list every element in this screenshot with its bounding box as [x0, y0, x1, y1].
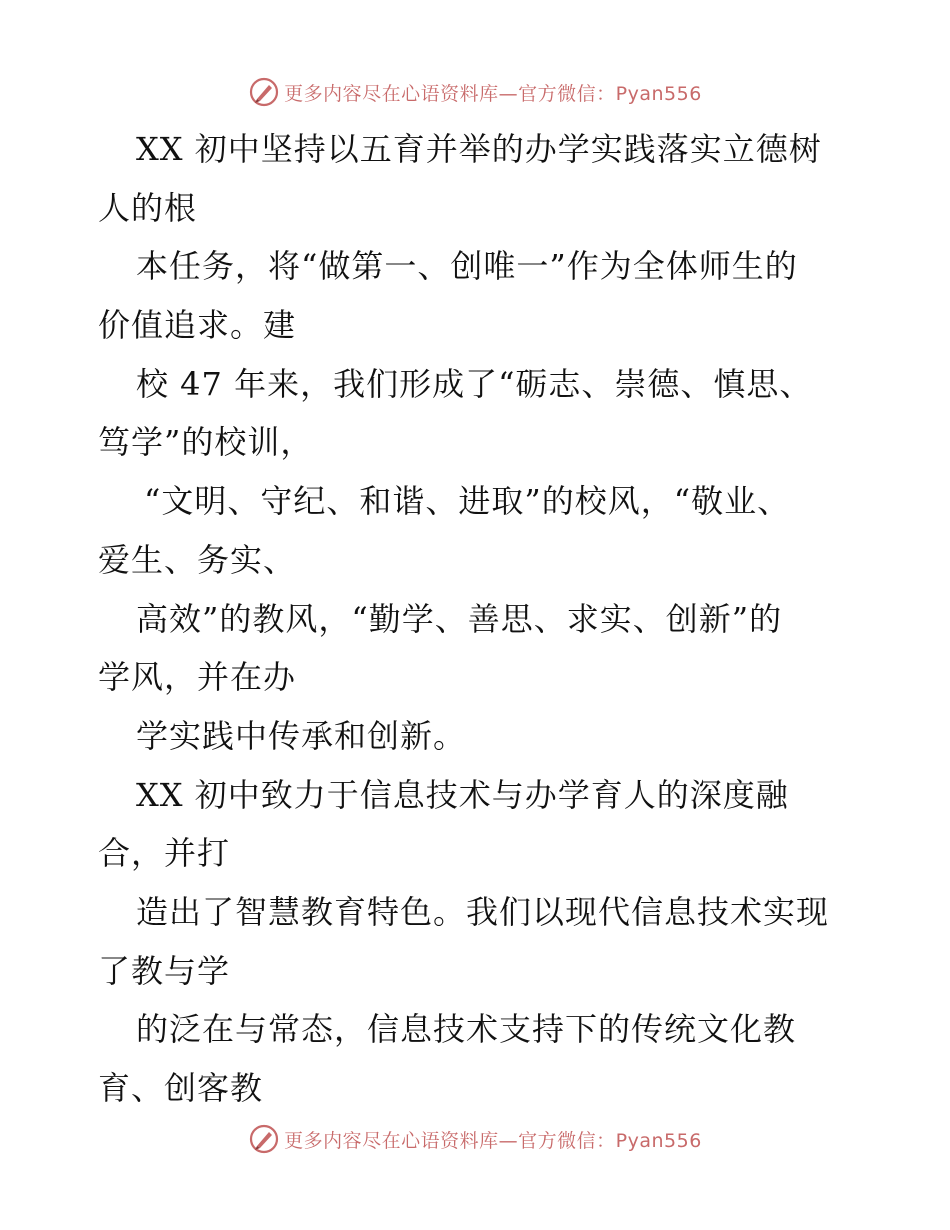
- text-line: 高效”的教风，“勤学、善思、求实、创新”的: [136, 599, 783, 638]
- text-line: 的泛在与常态，信息技术支持下的传统文化教: [136, 1010, 797, 1049]
- text-line: 造出了智慧教育特色。我们以现代信息技术实现: [136, 892, 830, 931]
- text-line: 育、创客教: [98, 1069, 264, 1107]
- text-line: 了教与学: [98, 951, 231, 990]
- text-line: “文明、守纪、和谐、进取”的校风，“敬业、: [144, 482, 791, 521]
- text-line: 学风，并在办: [98, 658, 297, 697]
- footer-watermark: [0, 1119, 950, 1159]
- pen-logo-icon: [248, 1123, 280, 1155]
- text-line: 学实践中传承和创新。: [136, 716, 467, 755]
- text-line: 本任务，将“做第一、创唯一”作为全体师生的: [136, 247, 798, 286]
- document-body: [98, 120, 858, 1118]
- text-line: XX 初中坚持以五育并举的办学实践落实立德树: [136, 130, 822, 168]
- text-line: 爱生、务实、: [98, 540, 297, 579]
- watermark-text: 更多内容尽在心语资料库—官方微信：Pyan556: [284, 82, 702, 105]
- header-watermark: [0, 72, 950, 112]
- text-line: 笃学”的校训，: [98, 423, 314, 462]
- text-line: 合，并打: [98, 834, 231, 873]
- watermark-text: 更多内容尽在心语资料库—官方微信：Pyan556: [284, 1129, 702, 1152]
- text-line: 人的根: [98, 188, 198, 227]
- text-line: 价值追求。建: [98, 306, 297, 345]
- text-line: 校 47 年来，我们形成了“砺志、崇德、慎思、: [136, 364, 813, 403]
- text-line: XX 初中致力于信息技术与办学育人的深度融: [136, 775, 789, 814]
- pen-logo-icon: [248, 76, 280, 108]
